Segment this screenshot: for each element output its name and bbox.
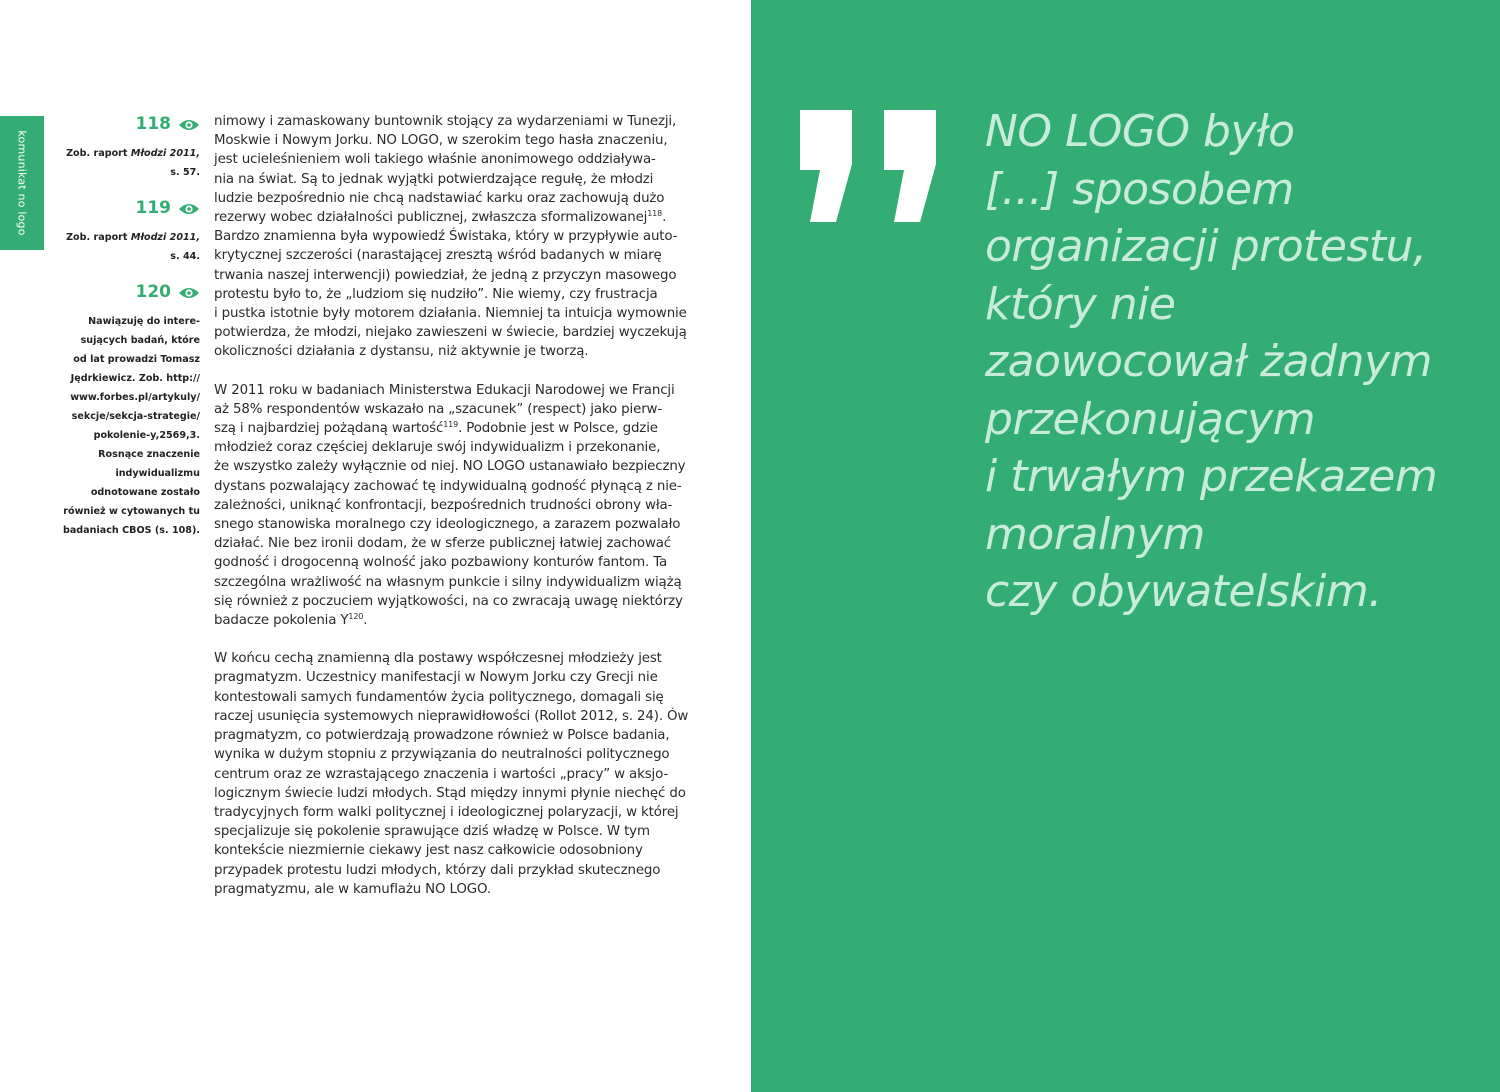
body-line: potwierdza, że młodzi, niejako zawieszeni w świecie, bardziej wyczekują bbox=[214, 325, 687, 341]
body-line: jest ucieleśnieniem woli takiego właśnie anonimowego oddziaływa- bbox=[214, 152, 656, 168]
body-line: młodzież coraz częściej deklaruje swój indywidualizm i przekonanie, bbox=[214, 440, 661, 456]
body-line: tradycyjnych form walki politycznej i ideologicznej polaryzacji, w której bbox=[214, 804, 679, 820]
body-text bbox=[214, 112, 689, 899]
body-line: badacze pokolenia $Y^{120}$. bbox=[214, 612, 368, 629]
body-line: logicznym świecie ludzi młodych. Stąd między innymi płynie niechęć do bbox=[214, 785, 686, 801]
footnote-line: Rosnące znaczenie bbox=[98, 449, 200, 460]
body-line: godność i drogocenną wolność jako pozbawiony konturów fantom. Ta bbox=[214, 555, 668, 571]
body-line: snego stanowiska moralnego czy ideologicznego, a zarazem pozwalało bbox=[214, 517, 681, 533]
footnote-line: sekcje/sekcja-strategie/ bbox=[71, 411, 200, 422]
body-line: zależności, uniknąć konfrontacji, bezpośrednich trudności obrony wła- bbox=[214, 497, 673, 513]
pull-quote-line: czy obywatelskim. bbox=[985, 566, 1382, 617]
running-head-tab bbox=[0, 116, 44, 250]
pull-quote bbox=[985, 103, 1485, 621]
body-line: W końcu cechą znamienną dla postawy współczesnej młodzieży jest bbox=[214, 651, 662, 667]
body-line: i pustka istotnie były motorem działania. Niemniej ta intuicja wymownie bbox=[214, 306, 687, 322]
footnote-line: od lat prowadzi Tomasz bbox=[73, 354, 200, 365]
footnote-line: pokolenie-y,2569,3. bbox=[93, 430, 200, 441]
body-line: pragmatyzm, co potwierdzają prowadzone również w Polsce badania, bbox=[214, 728, 670, 744]
body-line: ludzie bezpośrednio nie chcą nadstawiać karku oraz zachowują dużo bbox=[214, 190, 665, 206]
footnote-header bbox=[60, 112, 200, 136]
body-line: krytycznej szczerości (narastającej zresztą wśród badanych w miarę bbox=[214, 248, 662, 264]
body-line: W 2011 roku w badaniach Ministerstwa Edukacji Narodowej we Francji bbox=[214, 382, 675, 398]
footnote-119 bbox=[60, 196, 200, 266]
body-line: wynika w dużym stopniu z przywiązania do neutralności politycznego bbox=[214, 747, 670, 763]
body-paragraph bbox=[214, 112, 687, 362]
footnote-line: www.forbes.pl/artykuly/ bbox=[70, 392, 200, 403]
footnotes-column bbox=[60, 112, 200, 540]
pull-quote-line: zaowocował żadnym bbox=[985, 336, 1432, 387]
footnote-number: 120 bbox=[135, 282, 171, 302]
pull-quote-line: i trwałym przekazem bbox=[985, 451, 1438, 502]
pull-quote-line: organizacji protestu, bbox=[985, 221, 1427, 272]
footnote-line: Nawiązuję do intere- bbox=[88, 316, 200, 327]
body-line: działać. Nie bez ironii dodam, że w sferze publicznej łatwiej zachować bbox=[214, 536, 672, 552]
body-paragraph bbox=[214, 381, 686, 631]
footnote-text bbox=[60, 144, 200, 182]
body-line: przypadek protestu ludzi młodych, którzy dali przykład skutecznego bbox=[214, 862, 661, 878]
body-line: aż 58% respondentów wskazało na „szacunek” (respect) jako pierw- bbox=[214, 401, 663, 417]
body-line: kontestowali samych fundamentów życia politycznego, domagali się bbox=[214, 689, 664, 705]
body-line: protestu było to, że „ludziom się nudziło”. Nie wiemy, czy frustracja bbox=[214, 286, 658, 302]
footnote-text bbox=[60, 228, 200, 266]
footnote-line: Zob. raport Młodzi 2011, bbox=[66, 232, 200, 243]
body-line: specjalizuje się pokolenie sprawujące dziś władzę w Polsce. W tym bbox=[214, 824, 650, 840]
body-line: pragmatyzm. Uczestnicy manifestacji w Nowym Jorku czy Grecji nie bbox=[214, 670, 658, 686]
footnote-header bbox=[60, 280, 200, 304]
body-line: szą i najbardziej pożądaną wartość$^{119}$. Podobnie jest w Polsce, gdzie bbox=[214, 420, 658, 437]
footnote-line: s. 44. bbox=[170, 251, 200, 262]
body-line: się również z poczuciem wyjątkowości, na co zwracają uwagę niektórzy bbox=[214, 593, 683, 609]
body-paragraph bbox=[214, 649, 689, 899]
body-line: nia na świat. Są to jednak wyjątki potwierdzające regułę, że młodzi bbox=[214, 171, 654, 187]
footnote-line: sujących badań, które bbox=[80, 335, 200, 346]
body-line: trwania naszej interwencji) powiedział, że jedną z przyczyn masowego bbox=[214, 267, 677, 283]
eye-icon bbox=[178, 285, 200, 299]
footnote-line: indywidualizmu bbox=[115, 468, 200, 479]
footnote-number: 119 bbox=[135, 198, 171, 218]
pull-quote-line: NO LOGO było bbox=[985, 106, 1295, 157]
body-line: Bardzo znamienna była wypowiedź Świstaka, który w przypływie auto- bbox=[214, 229, 678, 245]
body-line: szczególna wrażliwość na własnym punkcie i silny indywidualizm wiążą bbox=[214, 574, 682, 590]
body-line: że wszystko zależy wyłącznie od niej. NO LOGO ustanawiało bezpieczny bbox=[214, 459, 686, 475]
closing-quote-icon bbox=[800, 110, 940, 222]
body-line: centrum oraz ze wzrastającego znaczenia i wartości „pracy” w aksjo- bbox=[214, 766, 669, 782]
pull-quote-line: [...] sposobem bbox=[985, 163, 1294, 215]
footnote-118 bbox=[60, 112, 200, 182]
body-line: nimowy i zamaskowany buntownik stojący za wydarzeniami w Tunezji, bbox=[214, 114, 677, 129]
body-line: dystans pozwalający zachować tę indywidualną godność płynącą z nie- bbox=[214, 478, 682, 494]
footnote-120 bbox=[60, 280, 200, 540]
body-line: pragmatyzmu, ale w kamuflażu NO LOGO. bbox=[214, 881, 491, 897]
footnote-line: s. 57. bbox=[170, 167, 200, 178]
footnote-line: również w cytowanych tu bbox=[63, 506, 200, 517]
body-line: rezerwy wobec działalności publicznej, zwłaszcza sformalizowanej$^{118}$. bbox=[214, 209, 667, 226]
eye-icon bbox=[178, 117, 200, 131]
eye-icon bbox=[178, 201, 200, 215]
footnote-line: odnotowane zostało bbox=[90, 487, 200, 498]
footnote-text bbox=[60, 312, 200, 540]
body-line: okoliczności działania z dystansu, niż aktywnie je tworzą. bbox=[214, 344, 589, 360]
body-line: kontekście niezmiernie ciekawy jest nasz całkowicie odosobniony bbox=[214, 843, 643, 859]
footnote-number: 118 bbox=[135, 114, 171, 134]
pull-quote-line: moralnym bbox=[985, 508, 1205, 560]
footnote-line: badaniach CBOS (s. 108). bbox=[62, 525, 200, 536]
pull-quote-line: który nie bbox=[985, 278, 1176, 330]
footnote-header bbox=[60, 196, 200, 220]
running-head-label: komunikat no logo bbox=[15, 130, 29, 236]
pull-quote-line: przekonującym bbox=[985, 393, 1316, 445]
body-line: Moskwie i Nowym Jorku. NO LOGO, w szerokim tego hasła znaczeniu, bbox=[214, 133, 668, 149]
body-line: raczej usunięcia systemowych nieprawidłowości (Rollot 2012, s. 24). Ów bbox=[214, 708, 689, 724]
footnote-line: Jędrkiewicz. Zob. http:// bbox=[70, 373, 200, 384]
footnote-line: Zob. raport Młodzi 2011, bbox=[66, 148, 200, 159]
